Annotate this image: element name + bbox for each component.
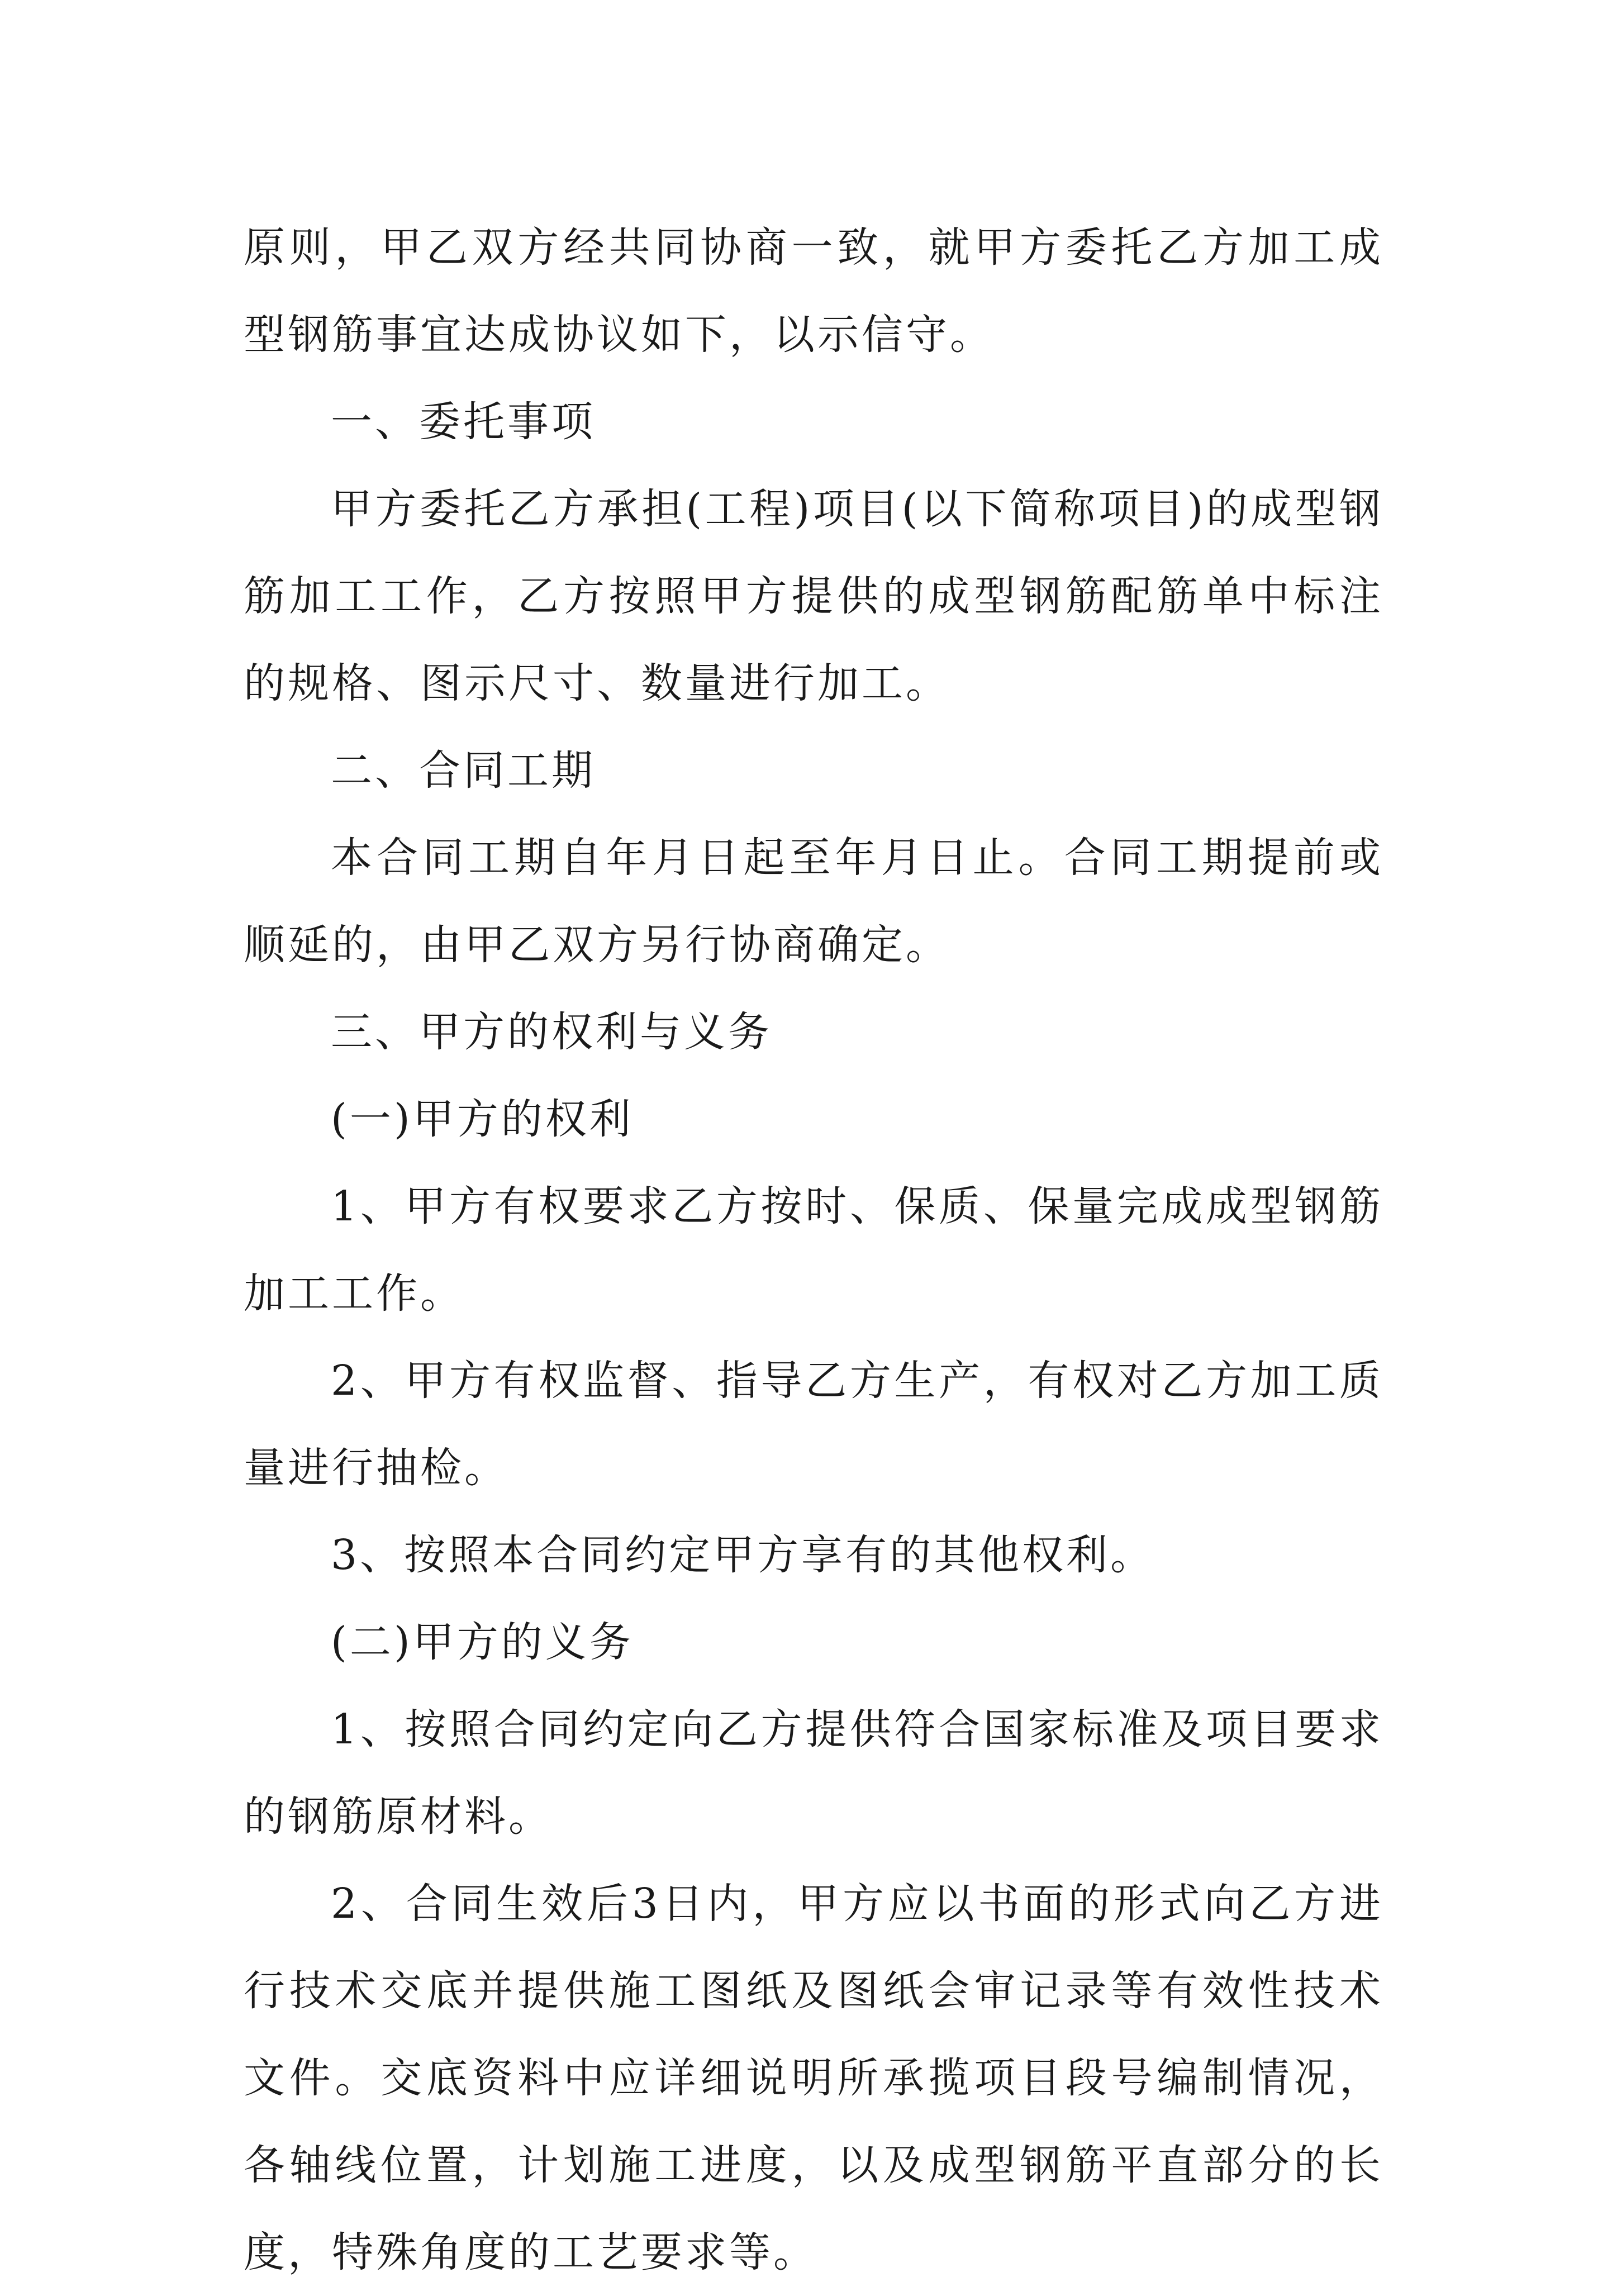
- list-item-right-2: 2、甲方有权监督、指导乙方生产，有权对乙方加工质量进行抽检。: [244, 1357, 1383, 1492]
- paragraph-intro: 原则，甲乙双方经共同协商一致，就甲方委托乙方加工成型钢筋事宜达成协议如下，以示信守。: [244, 224, 1383, 359]
- list-item-right-1: 1、甲方有权要求乙方按时、保质、保量完成成型钢筋加工工作。: [244, 1182, 1383, 1318]
- list-item-obligation-1: 1、按照合同约定向乙方提供符合国家标准及项目要求的钢筋原材料。: [244, 1705, 1383, 1841]
- list-item-right-3: 3、按照本合同约定甲方享有的其他权利。: [331, 1531, 1155, 1579]
- heading-entrusted-matters: 一、委托事项: [331, 398, 596, 446]
- subheading-party-a-obligations: (二)甲方的义务: [331, 1618, 634, 1666]
- heading-contract-period: 二、合同工期: [331, 747, 596, 795]
- heading-party-a-rights-obligations: 三、甲方的权利与义务: [331, 1008, 772, 1056]
- paragraph-contract-period: 本合同工期自年月日起至年月日止。合同工期提前或顺延的，由甲乙双方另行协商确定。: [244, 834, 1383, 969]
- subheading-party-a-rights: (一)甲方的权利: [331, 1095, 634, 1143]
- list-item-obligation-2: 2、合同生效后3日内，甲方应以书面的形式向乙方进行技术交底并提供施工图纸及图纸会审记录等有效性技术文件。交底资料中应详细说明所承揽项目段号编制情况，各轴线位置，计划施工进度，以及成型钢筋平直部分的长度，特殊角度的工艺要求等。: [244, 1880, 1383, 2276]
- document-body: [244, 204, 1383, 2296]
- paragraph-entrusted-matters: 甲方委托乙方承担(工程)项目(以下简称项目)的成型钢筋加工工作，乙方按照甲方提供的成型钢筋配筋单中标注的规格、图示尺寸、数量进行加工。: [244, 485, 1383, 707]
